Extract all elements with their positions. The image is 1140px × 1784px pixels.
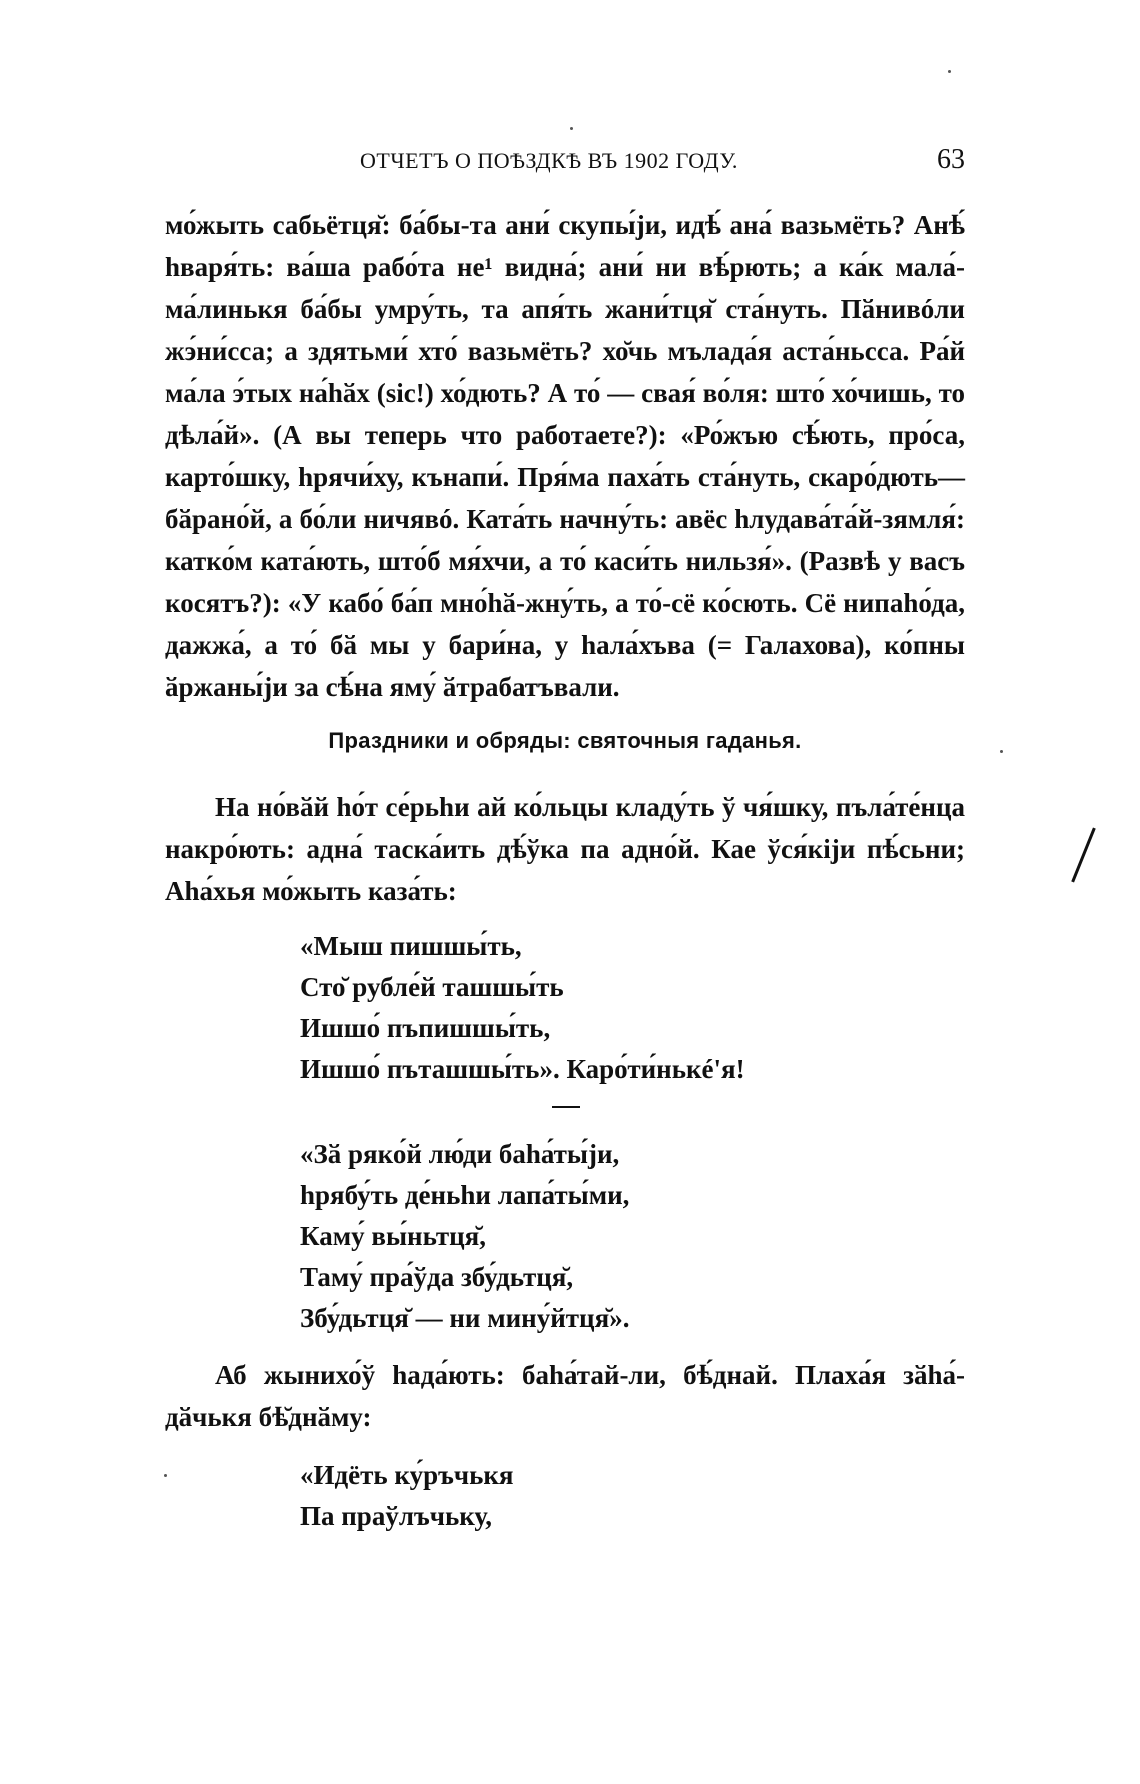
paragraph-interview: мо́жыть сабьётця̆: ба́бы-та ани́ скупы́ји, идѣ́ ана́ вазьмёть? Анѣ́ hваря́ть: ва́ша рабо́та не¹ видна́; ани́ ни вѣ́рють; а ка́к мала́-ма́линькя ба́бы умру́ть, та апя́ть жани́тця̆ ста́нуть. Пӑнивóли жэ́ни́сса; а здятьми́ хто́ вазьмёть? хо̆чь мълада́я аста́ньсса. Ра́й ма́ла э́тых на́hӑх (sic!) хо́дють? А то́ — свая́ во́ля: што́ хо́чишь, то дѣла́й». (А вы теперь что работаете?): «Ро́жъю сѣ́ють, про́са, карто́шку, hрячи́ху, кънапи́. Пря́ма паха́ть ста́нуть, скаро́дють— бӑрано́й, а бо́ли ничявó. Ката́ть начну́ть: авёс hлудава́та́й-зямля́: катко́м ката́ють, што́б мя́хчи, а то́ каси́ть нильзя́». (Развѣ у васъ косятъ?): «У кабо́ ба́п мно́hӑ-жну́ть, а то́-сё ко́сють. Сё нипаhо́да, дажжа́, а то́ бӑ мы у бари́на, у hала́хъва (= Галахова), ко́пны ӑржаны́ји за сѣ́на яму́ ӑтрабатъвали. [165, 210, 965, 702]
verse-line: hрябу́ть де́ньhи лапа́ты́ми, [300, 1180, 630, 1210]
verse-line: Сто̆ рубле́й ташшы́ть [300, 972, 564, 1002]
print-speck [1000, 750, 1003, 753]
verse-line: Каму́ вы́ньтця̆, [300, 1221, 487, 1251]
margin-pencil-mark [1071, 828, 1096, 883]
verse-river [300, 1134, 900, 1339]
paragraph-grooms: Аб жынихо́ў hада́ють: баhа́тай-ли, бѣ́днай. Плаха́я зӑhа́-дӑчькя бѣ̆днӑму: [165, 1360, 965, 1432]
paragraph-new-year: На но́вӑй hо́т се́рьhи ай ко́льцы кладу́ть ў чя́шку, пъла́те́нца накро́ють: адна́ таска́ить дѣ́ўка па адно́й. Кае ўся́кіји пѣ́сьни; Аhа́хья мо́жыть каза́ть: [165, 792, 965, 906]
running-title: ОТЧЕТЪ О ПОѢЗДКѢ ВЪ 1902 ГОДУ. [360, 148, 738, 173]
verse-mouse [300, 926, 900, 1090]
running-header [165, 144, 965, 188]
print-speck [570, 127, 573, 130]
print-speck [164, 1474, 167, 1477]
verse-line: Ишшо́ пъпишшы́ть, [300, 1013, 551, 1043]
verse-line: Па праўлъчьку, [300, 1501, 492, 1531]
verse-line: Збу́дьтця̆ — ни мину́йтця̆». [300, 1303, 630, 1333]
verse-line: Ишшо́ пъташшы́ть». Каро́ти́нькé'я! [300, 1054, 745, 1084]
section-heading: Праздники и обряды: святочныя гаданья. [328, 728, 802, 753]
verse-line: Таму́ пра́ўда збу́дьтця̆, [300, 1262, 574, 1292]
verse-line: «Мыш пишшы́ть, [300, 931, 522, 961]
verse-line: «Идёть ку́ръчькя [300, 1460, 514, 1490]
verse-line: «Зӑ ряко́й лю́ди баhа́ты́ји, [300, 1139, 620, 1169]
verse-hen [300, 1455, 900, 1537]
print-speck [948, 70, 951, 73]
verse-divider [552, 1106, 580, 1108]
page-number: 63 [937, 144, 965, 175]
